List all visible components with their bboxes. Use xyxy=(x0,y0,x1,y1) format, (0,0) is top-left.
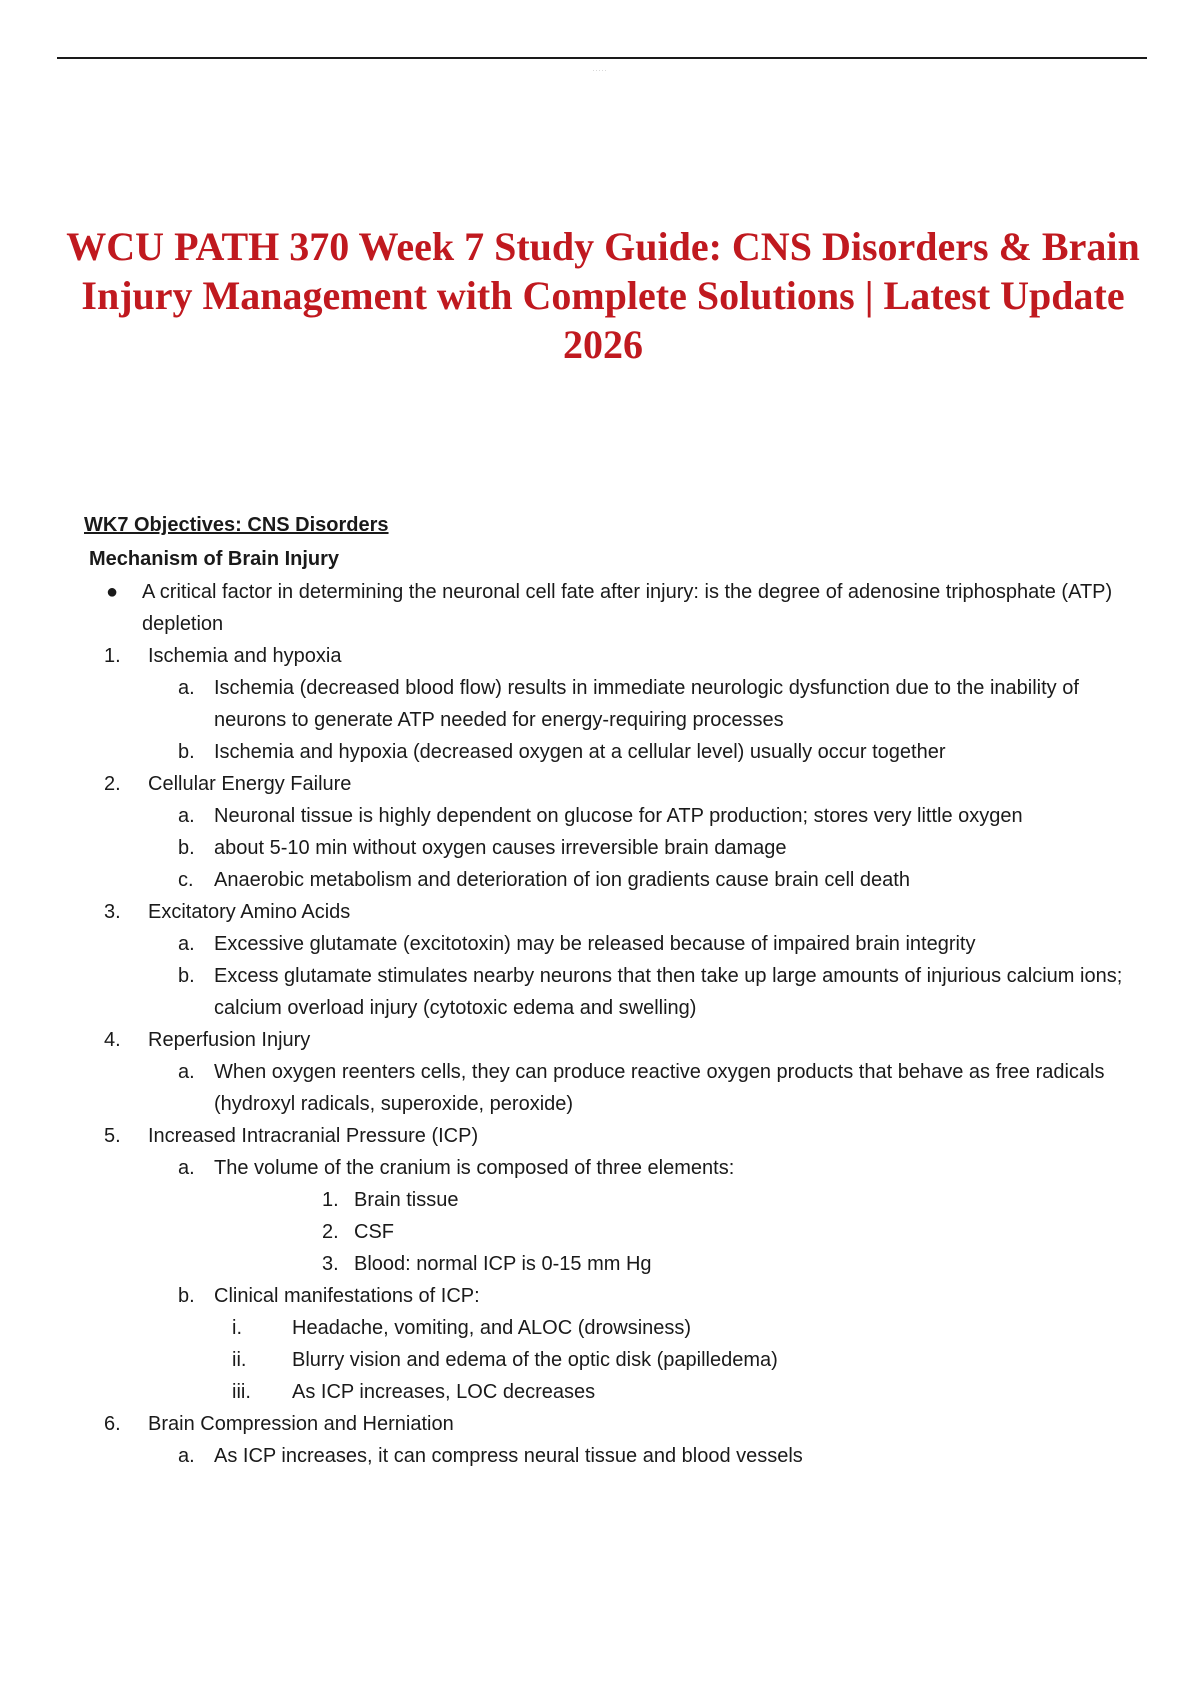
header-rule xyxy=(57,57,1147,59)
item-marker: 3. xyxy=(104,901,121,923)
roman-text: As ICP increases, LOC decreases xyxy=(292,1381,596,1403)
item-text: Brain Compression and Herniation xyxy=(148,1413,454,1435)
item-marker: 4. xyxy=(104,1029,121,1051)
item-text: Reperfusion Injury xyxy=(148,1029,311,1051)
main-list xyxy=(84,640,1124,1472)
numbered-text: Blood: normal ICP is 0-15 mm Hg xyxy=(354,1253,652,1275)
subsection-title: Mechanism of Brain Injury xyxy=(89,548,340,570)
main-item xyxy=(84,1120,1124,1152)
sub-item xyxy=(84,1440,1124,1472)
roman-text: Headache, vomiting, and ALOC (drowsiness) xyxy=(292,1317,692,1339)
main-item xyxy=(84,1024,1124,1056)
document-title: WCU PATH 370 Week 7 Study Guide: CNS Disorders & Brain Injury Management with Complete Solutions | Latest Update 2026 xyxy=(66,224,1140,367)
sub-item xyxy=(84,1056,1124,1120)
sub-item xyxy=(84,864,1124,896)
sub-text: When oxygen reenters cells, they can produce reactive oxygen products that behave as free radicals (hydroxyl radicals, superoxide, peroxide) xyxy=(214,1061,1105,1115)
document-body xyxy=(84,508,1124,1472)
sub-text: Ischemia and hypoxia (decreased oxygen at a cellular level) usually occur together xyxy=(214,741,946,763)
list-item xyxy=(84,896,1124,1024)
sub-marker: b. xyxy=(178,965,195,987)
numbered-item xyxy=(84,1216,1124,1248)
sub-text: Excessive glutamate (excitotoxin) may be released because of impaired brain integrity xyxy=(214,933,976,955)
list-item xyxy=(84,1120,1124,1408)
sub-text: Anaerobic metabolism and deterioration of ion gradients cause brain cell death xyxy=(214,869,910,891)
roman-marker: iii. xyxy=(232,1381,251,1403)
roman-text: Blurry vision and edema of the optic disk (papilledema) xyxy=(292,1349,778,1371)
sub-marker: a. xyxy=(178,805,195,827)
sub-marker: a. xyxy=(178,933,195,955)
sub-item xyxy=(84,1280,1124,1312)
sub-text: Ischemia (decreased blood flow) results in immediate neurologic dysfunction due to the inability of neurons to generate ATP needed for energy-requiring processes xyxy=(214,677,1079,731)
numbered-text: CSF xyxy=(354,1221,394,1243)
bullet-item xyxy=(84,576,1124,640)
list-item xyxy=(84,1024,1124,1120)
sub-item xyxy=(84,832,1124,864)
roman-item xyxy=(84,1376,1124,1408)
item-text: Cellular Energy Failure xyxy=(148,773,352,795)
sub-item xyxy=(84,672,1124,736)
roman-marker: i. xyxy=(232,1317,242,1339)
item-text: Increased Intracranial Pressure (ICP) xyxy=(148,1125,479,1147)
sub-item xyxy=(84,960,1124,1024)
sub-text: Excess glutamate stimulates nearby neurons that then take up large amounts of injurious calcium ions; calcium overload injury (cytotoxic edema and swelling) xyxy=(214,965,1123,1019)
section-title: WK7 Objectives: CNS Disorders xyxy=(84,514,389,536)
numbered-text: Brain tissue xyxy=(354,1189,459,1211)
sub-marker: c. xyxy=(178,869,194,891)
roman-item xyxy=(84,1312,1124,1344)
sub-marker: a. xyxy=(178,1157,195,1179)
main-item xyxy=(84,640,1124,672)
item-text: Ischemia and hypoxia xyxy=(148,645,342,667)
main-item xyxy=(84,1408,1124,1440)
numbered-marker: 2. xyxy=(322,1221,339,1243)
item-text: Excitatory Amino Acids xyxy=(148,901,351,923)
sub-text: Neuronal tissue is highly dependent on glucose for ATP production; stores very little oxygen xyxy=(214,805,1023,827)
main-item xyxy=(84,896,1124,928)
sub-marker: a. xyxy=(178,677,195,699)
numbered-marker: 3. xyxy=(322,1253,339,1275)
header-mark: ····· xyxy=(592,68,608,74)
sub-text: As ICP increases, it can compress neural tissue and blood vessels xyxy=(214,1445,803,1467)
list-item xyxy=(84,768,1124,896)
item-marker: 2. xyxy=(104,773,121,795)
item-marker: 1. xyxy=(104,645,121,667)
sub-marker: a. xyxy=(178,1445,195,1467)
sub-marker: b. xyxy=(178,837,195,859)
roman-marker: ii. xyxy=(232,1349,247,1371)
sub-item xyxy=(84,800,1124,832)
main-item xyxy=(84,768,1124,800)
list-item xyxy=(84,640,1124,768)
sub-marker: a. xyxy=(178,1061,195,1083)
item-marker: 6. xyxy=(104,1413,121,1435)
numbered-item xyxy=(84,1184,1124,1216)
bullet-marker: ● xyxy=(106,581,119,603)
sub-item xyxy=(84,928,1124,960)
sub-text: Clinical manifestations of ICP: xyxy=(214,1285,480,1307)
sub-item xyxy=(84,1152,1124,1184)
sub-text: The volume of the cranium is composed of three elements: xyxy=(214,1157,735,1179)
sub-item xyxy=(84,736,1124,768)
item-marker: 5. xyxy=(104,1125,121,1147)
sub-text: about 5-10 min without oxygen causes irreversible brain damage xyxy=(214,837,787,859)
numbered-marker: 1. xyxy=(322,1189,339,1211)
bullet-text: A critical factor in determining the neuronal cell fate after injury: is the degree of adenosine triphosphate (ATP) depletion xyxy=(142,581,1113,635)
numbered-item xyxy=(84,1248,1124,1280)
list-item xyxy=(84,1408,1124,1472)
sub-marker: b. xyxy=(178,1285,195,1307)
sub-marker: b. xyxy=(178,741,195,763)
roman-item xyxy=(84,1344,1124,1376)
